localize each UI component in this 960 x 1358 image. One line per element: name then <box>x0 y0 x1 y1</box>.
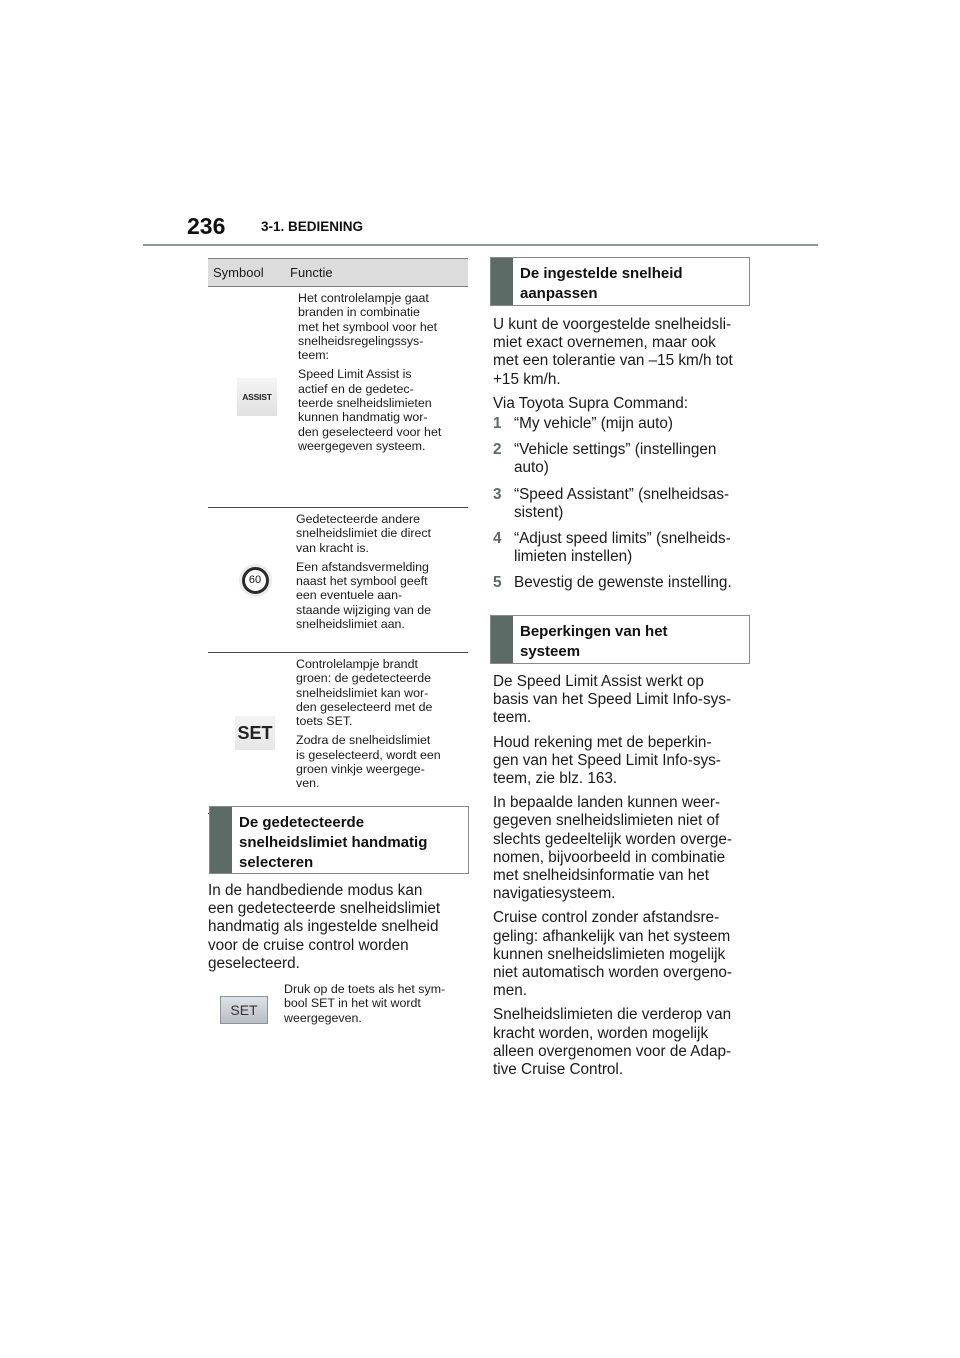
heading-text: Beperkingen van het systeem <box>520 623 668 660</box>
function-cell <box>294 508 468 652</box>
symbol-cell <box>208 287 296 507</box>
step-number: 2 <box>493 441 502 459</box>
step-text: “Adjust speed limits” (snelheids- limieten instellen) <box>514 530 731 566</box>
step-text: “Vehicle settings” (instellingen auto) <box>514 441 717 477</box>
function-text: Controlelampje brandt groen: de gedetecteerde snelheidslimiet kan wor- den geselecteerd met de toets SET. <box>296 657 433 729</box>
function-text: Speed Limit Assist is actief en de gedetec- teerde snelheidslimieten kunnen handmatig wor- den geselecteerd voor het weergegeven systeem. <box>298 367 442 453</box>
paragraph: In de handbediende modus kan een gedetecteerde snelheidslimiet handmatig als ingestelde snelheid voor de cruise control worden geselecteerd. <box>208 882 441 972</box>
function-text: Zodra de snelheidslimiet is geselecteerd, wordt een groen vinkje weergege- ven. <box>296 733 441 791</box>
page-number: 236 <box>187 213 226 239</box>
table-row <box>208 287 468 508</box>
list-item <box>493 574 755 592</box>
function-text: Gedetecteerde andere snelheidslimiet die direct van kracht is. <box>296 512 431 555</box>
step-text: “Speed Assistant” (snelheidsas- sistent) <box>514 485 730 521</box>
paragraph: In bepaalde landen kunnen weer- gegeven snelheidslimieten niet of slechts gedeeltelijk worden overge- nomen, bijvoorbeeld in combinatie met snelheidsinformatie van het navigatiesysteem. <box>493 794 732 903</box>
symbol-table <box>208 258 468 814</box>
list-item <box>493 486 755 522</box>
list-item <box>493 441 755 477</box>
step-number: 5 <box>493 574 502 592</box>
header-divider <box>143 244 818 246</box>
step-number: 4 <box>493 530 502 548</box>
table-row <box>208 508 468 653</box>
function-cell <box>296 287 468 507</box>
paragraph: Houd rekening met de beperkin- gen van het Speed Limit Info-sys- teem, zie blz. 163. <box>493 733 721 788</box>
set-button-text: Druk op de toets als het sym- bool SET in het wit wordt weergegeven. <box>284 982 446 1025</box>
column-header-symbol: Symbool <box>213 265 264 280</box>
step-number: 3 <box>493 485 502 503</box>
symbol-cell <box>208 508 294 652</box>
heading-text: De ingestelde snelheid aanpassen <box>520 265 683 302</box>
paragraph: Cruise control zonder afstandsre- geling: afhankelijk van het systeem kunnen snelheidslimieten mogelijk niet automatisch worden overgeno- men. <box>493 909 732 1000</box>
column-header-function: Functie <box>290 265 333 280</box>
list-item <box>493 415 755 433</box>
heading-limitations <box>490 615 750 664</box>
limitations-text <box>493 673 755 1085</box>
manual-select-intro <box>208 882 470 979</box>
heading-adjust-speed <box>490 257 750 306</box>
assist-icon: ASSIST <box>237 378 277 416</box>
set-button-icon: SET <box>220 996 268 1024</box>
heading-accent-bar <box>491 616 513 663</box>
paragraph: U kunt de voorgestelde snelheidsli- miet exact overnemen, maar ook met een tolerantie van –15 km/h tot +15 km/h. <box>493 316 733 388</box>
function-text: Een afstandsvermelding naast het symbool geeft een eventuele aan- staande wijziging van de snelheidslimiet aan. <box>296 559 432 632</box>
heading-accent-bar <box>210 807 232 873</box>
set-icon: SET <box>235 716 275 750</box>
heading-manual-select <box>209 806 469 874</box>
table-header <box>208 258 468 287</box>
heading-accent-bar <box>491 258 513 305</box>
list-item <box>493 530 755 566</box>
function-text: Het controlelampje gaat branden in combinatie met het symbool voor het snelheidsregelingssys- teem: <box>298 291 438 363</box>
adjust-speed-intro <box>493 316 755 419</box>
heading-text: De gedetecteerde snelheidslimiet handmatig selecteren <box>239 814 428 871</box>
set-button-instruction <box>220 982 470 1025</box>
step-text: Bevestig de gewenste instelling. <box>514 574 732 592</box>
symbol-cell <box>208 653 294 813</box>
step-text: “My vehicle” (mijn auto) <box>514 415 673 432</box>
paragraph: De Speed Limit Assist werkt op basis van het Speed Limit Info-sys- teem. <box>493 673 732 727</box>
paragraph: Snelheidslimieten die verderop van kracht worden, worden mogelijk alleen overgenomen voor de Adap- tive Cruise Control. <box>493 1006 732 1079</box>
speed-limit-sign-icon: 60 <box>242 567 269 594</box>
step-number: 1 <box>493 415 502 432</box>
steps-list <box>493 415 755 601</box>
paragraph: Via Toyota Supra Command: <box>493 394 689 412</box>
section-title: 3-1. BEDIENING <box>261 219 364 234</box>
table-row <box>208 653 468 814</box>
function-cell <box>294 653 468 813</box>
